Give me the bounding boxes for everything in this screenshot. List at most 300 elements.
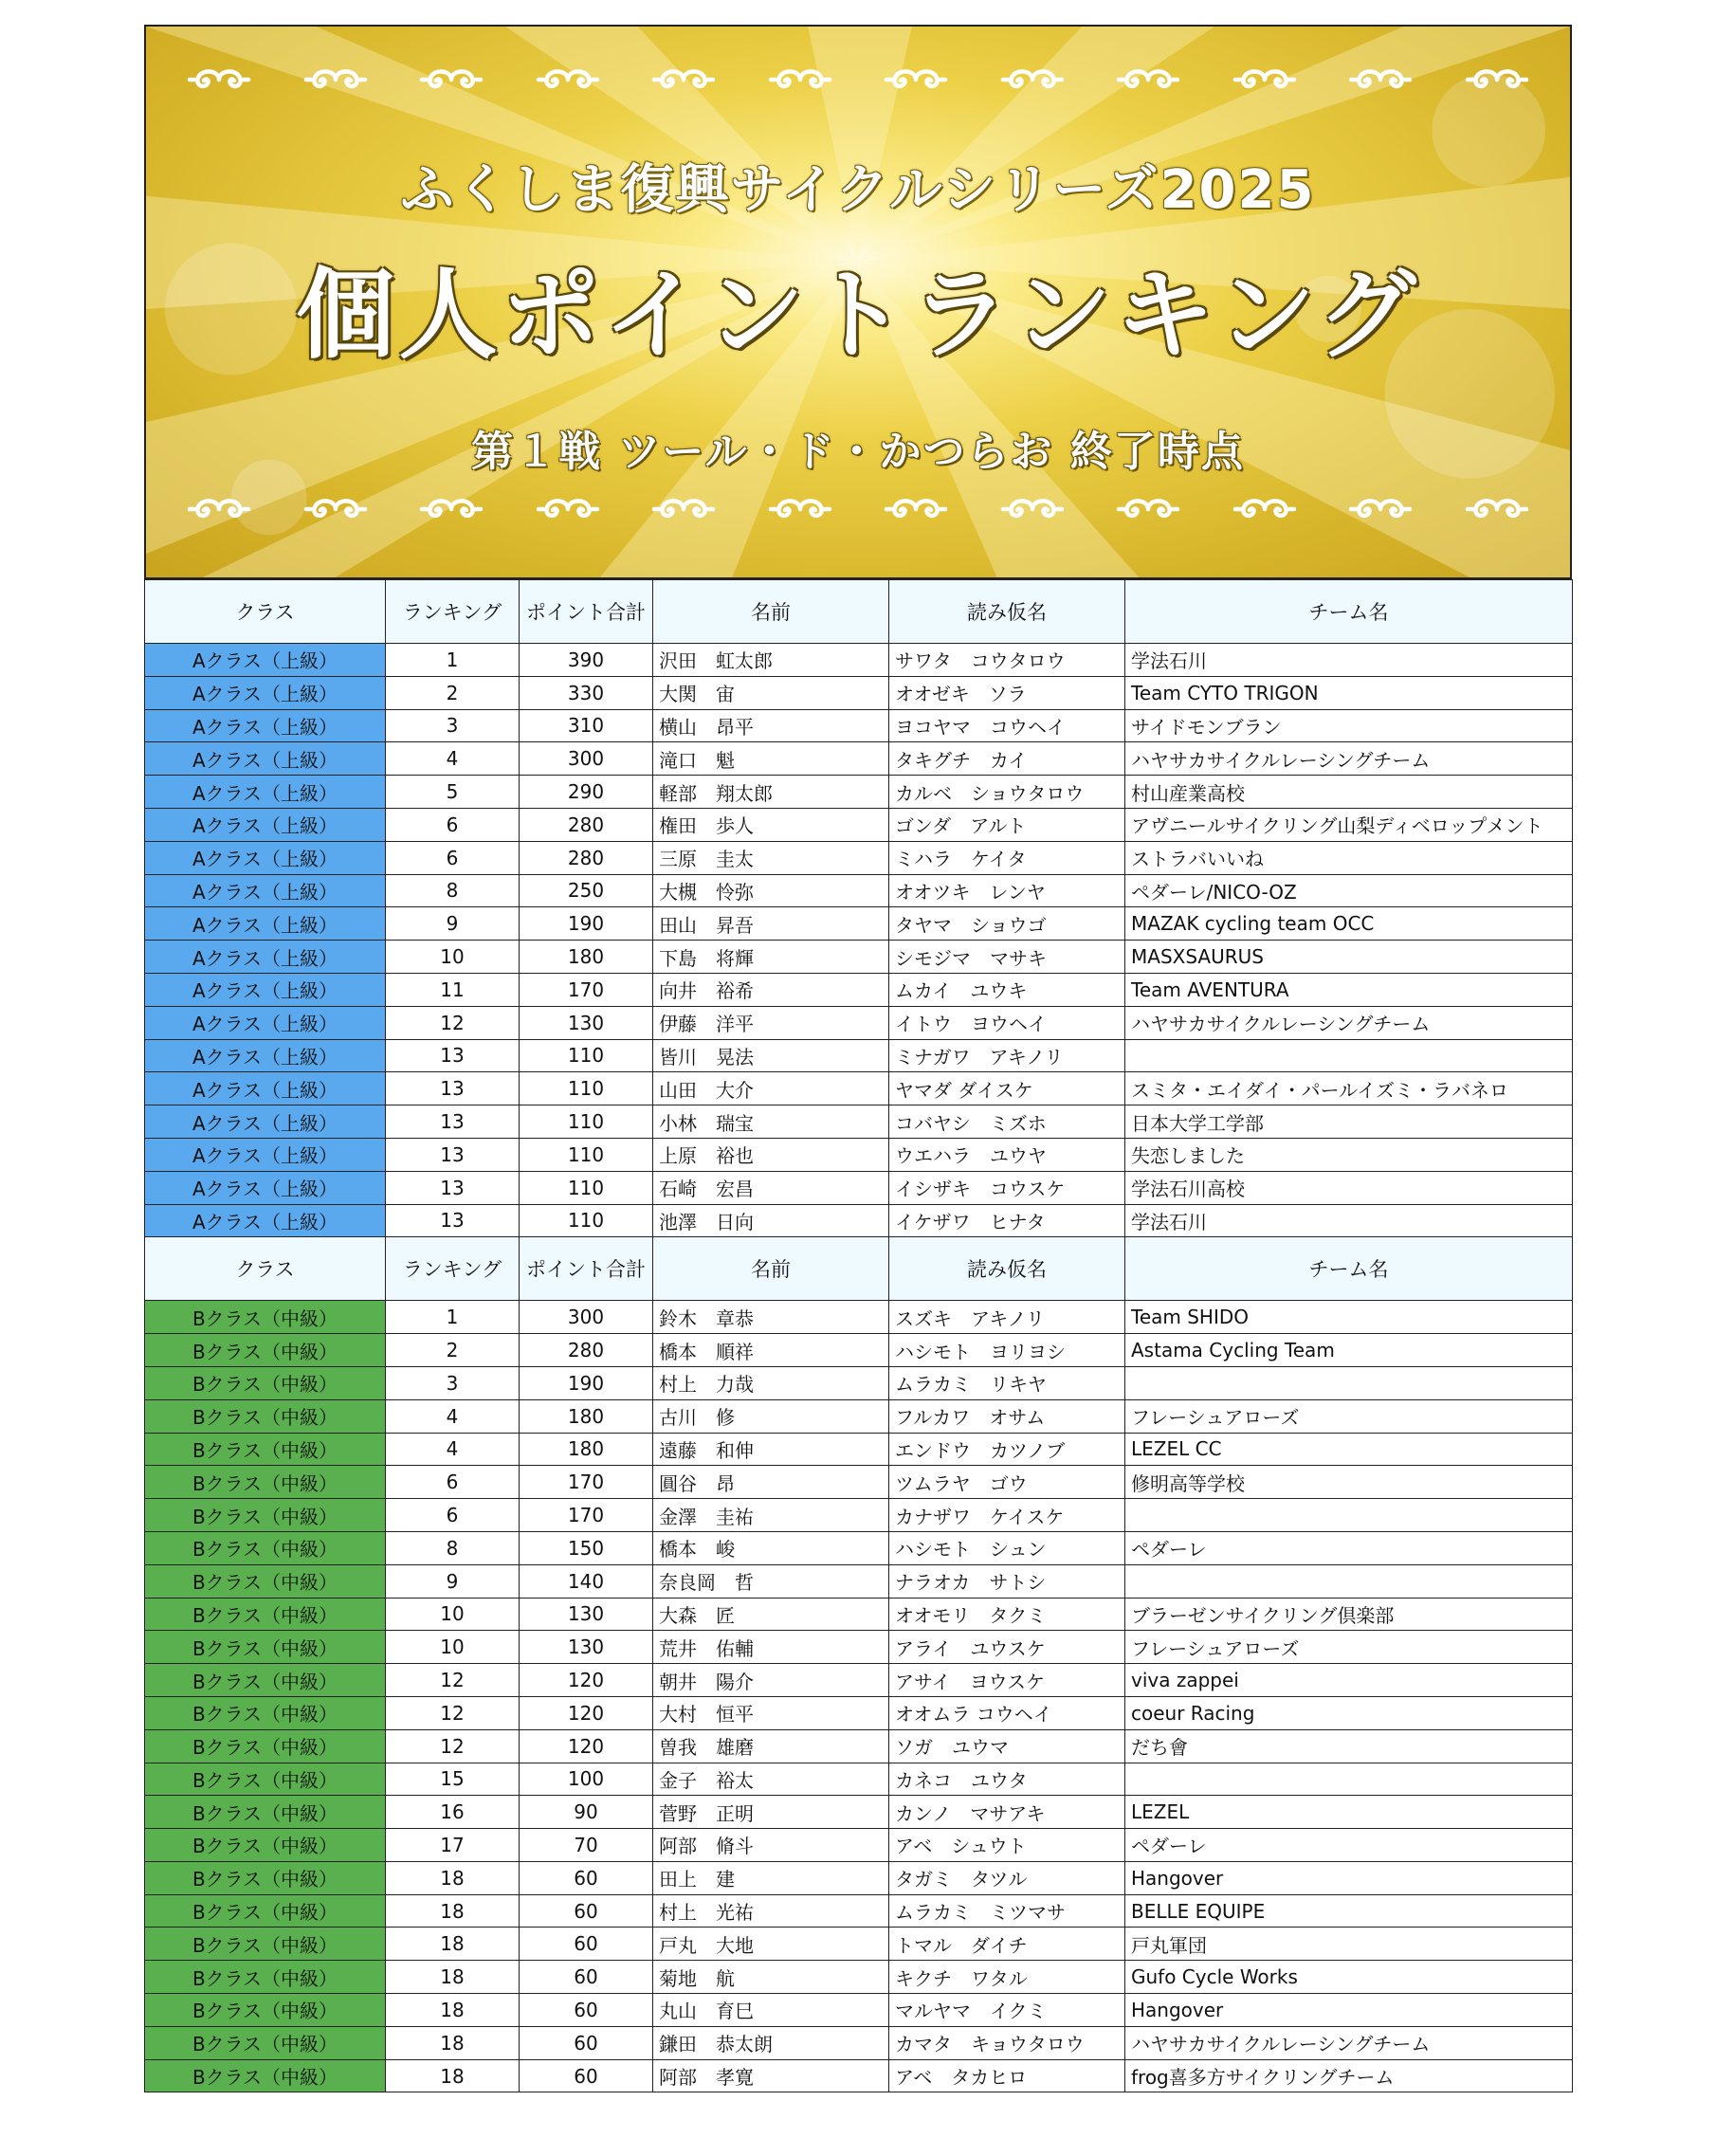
swirl-ornament-icon: [184, 57, 254, 102]
rank-cell: 9: [386, 907, 520, 941]
name-cell: 阿部 脩斗: [653, 1829, 889, 1862]
name-cell: 村上 光祐: [653, 1894, 889, 1928]
points-cell: 60: [520, 2026, 653, 2059]
swirl-ornament-icon: [416, 486, 486, 532]
team-cell: ハヤサカサイクルレーシングチーム: [1125, 742, 1573, 776]
class-cell: Bクラス（中級）: [145, 1564, 386, 1598]
reading-cell: カンノ マサアキ: [889, 1796, 1125, 1829]
name-cell: 鈴木 章恭: [653, 1301, 889, 1334]
table-row: [145, 1631, 1573, 1664]
swirl-ornament-icon: [648, 57, 719, 102]
reading-cell: ムラカミ ミツマサ: [889, 1894, 1125, 1928]
name-cell: 山田 大介: [653, 1072, 889, 1105]
name-cell: 丸山 育巳: [653, 1994, 889, 2027]
points-cell: 300: [520, 742, 653, 776]
reading-cell: アベ タカヒロ: [889, 2059, 1125, 2092]
name-cell: 荒井 佑輔: [653, 1631, 889, 1664]
rank-cell: 18: [386, 2026, 520, 2059]
rank-cell: 18: [386, 1861, 520, 1894]
name-cell: 菊地 航: [653, 1961, 889, 1994]
reading-cell: スズキ アキノリ: [889, 1301, 1125, 1334]
points-cell: 70: [520, 1829, 653, 1862]
reading-cell: オオゼキ ソラ: [889, 676, 1125, 709]
table-row: [145, 1039, 1573, 1072]
table-row: [145, 1564, 1573, 1598]
swirl-ornament-icon: [1462, 57, 1532, 102]
reading-cell: ツムラヤ ゴウ: [889, 1466, 1125, 1499]
rank-cell: 3: [386, 709, 520, 742]
table-row: [145, 973, 1573, 1006]
class-cell: Bクラス（中級）: [145, 1829, 386, 1862]
team-cell: [1125, 1499, 1573, 1532]
class-cell: Bクラス（中級）: [145, 2059, 386, 2092]
rank-cell: 13: [386, 1105, 520, 1139]
team-cell: Hangover: [1125, 1861, 1573, 1894]
name-cell: 橋本 峻: [653, 1531, 889, 1564]
rank-cell: 12: [386, 1664, 520, 1697]
rank-cell: 6: [386, 1499, 520, 1532]
rank-cell: 4: [386, 742, 520, 776]
reading-cell: オオモリ タクミ: [889, 1598, 1125, 1631]
points-cell: 60: [520, 1894, 653, 1928]
reading-cell: シモジマ マサキ: [889, 941, 1125, 974]
class-cell: Bクラス（中級）: [145, 1994, 386, 2027]
rank-cell: 10: [386, 941, 520, 974]
table-row: [145, 1994, 1573, 2027]
table-row: [145, 1861, 1573, 1894]
name-cell: 池澤 日向: [653, 1204, 889, 1237]
table-row: [145, 1829, 1573, 1862]
rank-cell: 11: [386, 973, 520, 1006]
table-row: [145, 1664, 1573, 1697]
team-cell: 日本大学工学部: [1125, 1105, 1573, 1139]
reading-cell: ソガ ユウマ: [889, 1729, 1125, 1763]
points-cell: 280: [520, 808, 653, 841]
team-cell: frog喜多方サイクリングチーム: [1125, 2059, 1573, 2092]
rank-cell: 8: [386, 1531, 520, 1564]
class-cell: Bクラス（中級）: [145, 1928, 386, 1961]
class-cell: Bクラス（中級）: [145, 1729, 386, 1763]
reading-cell: イトウ ヨウヘイ: [889, 1006, 1125, 1039]
table-row: [145, 1796, 1573, 1829]
points-cell: 110: [520, 1138, 653, 1171]
reading-cell: タヤマ ショウゴ: [889, 907, 1125, 941]
reading-cell: フルカワ オサム: [889, 1399, 1125, 1433]
table-row: [145, 1928, 1573, 1961]
points-cell: 250: [520, 874, 653, 907]
swirl-ornament-icon: [1462, 486, 1532, 532]
points-cell: 130: [520, 1598, 653, 1631]
name-cell: 権田 歩人: [653, 808, 889, 841]
reading-cell: ハシモト ヨリヨシ: [889, 1334, 1125, 1367]
rank-cell: 13: [386, 1204, 520, 1237]
table-row: [145, 1894, 1573, 1928]
column-header: ポイント合計: [520, 580, 653, 644]
name-cell: 大関 宙: [653, 676, 889, 709]
reading-cell: カルベ ショウタロウ: [889, 776, 1125, 809]
team-cell: アヴニールサイクリング山梨ディベロップメント: [1125, 808, 1573, 841]
table-row: [145, 1466, 1573, 1499]
name-cell: 阿部 孝寛: [653, 2059, 889, 2092]
team-cell: フレーシュアローズ: [1125, 1399, 1573, 1433]
table-row: [145, 874, 1573, 907]
points-cell: 180: [520, 1433, 653, 1466]
team-cell: BELLE EQUIPE: [1125, 1894, 1573, 1928]
status-caption: 第１戦 ツール・ド・かつらお 終了時点: [471, 428, 1245, 476]
table-row: [145, 742, 1573, 776]
class-cell: Bクラス（中級）: [145, 1466, 386, 1499]
class-cell: Bクラス（中級）: [145, 1763, 386, 1796]
team-cell: [1125, 1366, 1573, 1399]
points-cell: 110: [520, 1039, 653, 1072]
ornament-row-bottom: [184, 486, 1532, 532]
team-cell: 学法石川: [1125, 1204, 1573, 1237]
swirl-ornament-icon: [184, 486, 254, 532]
rank-cell: 6: [386, 841, 520, 874]
class-cell: Bクラス（中級）: [145, 1664, 386, 1697]
class-cell: Aクラス（上級）: [145, 1204, 386, 1237]
reading-cell: ムカイ ユウキ: [889, 973, 1125, 1006]
points-cell: 60: [520, 1861, 653, 1894]
table-row: [145, 644, 1573, 677]
class-cell: Aクラス（上級）: [145, 907, 386, 941]
name-cell: 伊藤 洋平: [653, 1006, 889, 1039]
column-header: ランキング: [386, 1237, 520, 1301]
rank-cell: 17: [386, 1829, 520, 1862]
reading-cell: タガミ タツル: [889, 1861, 1125, 1894]
reading-cell: ムラカミ リキヤ: [889, 1366, 1125, 1399]
page-title: 個人ポイントランキング: [296, 257, 1420, 373]
class-cell: Bクラス（中級）: [145, 1861, 386, 1894]
reading-cell: ハシモト シュン: [889, 1531, 1125, 1564]
class-cell: Bクラス（中級）: [145, 1499, 386, 1532]
swirl-ornament-icon: [1345, 57, 1415, 102]
column-header: 名前: [653, 1237, 889, 1301]
rank-cell: 13: [386, 1072, 520, 1105]
swirl-ornament-icon: [533, 57, 603, 102]
swirl-ornament-icon: [1345, 486, 1415, 532]
team-cell: LEZEL: [1125, 1796, 1573, 1829]
team-cell: ハヤサカサイクルレーシングチーム: [1125, 2026, 1573, 2059]
table-row: [145, 1696, 1573, 1729]
name-cell: 古川 修: [653, 1399, 889, 1433]
rank-cell: 10: [386, 1631, 520, 1664]
table-row: [145, 1072, 1573, 1105]
points-cell: 90: [520, 1796, 653, 1829]
table-row: [145, 1763, 1573, 1796]
class-cell: Aクラス（上級）: [145, 1039, 386, 1072]
class-cell: Bクラス（中級）: [145, 1334, 386, 1367]
rank-cell: 5: [386, 776, 520, 809]
table-row: [145, 841, 1573, 874]
team-cell: ストラバいいね: [1125, 841, 1573, 874]
team-cell: Gufo Cycle Works: [1125, 1961, 1573, 1994]
points-cell: 170: [520, 1466, 653, 1499]
class-cell: Aクラス（上級）: [145, 841, 386, 874]
points-cell: 60: [520, 1961, 653, 1994]
team-cell: viva zappei: [1125, 1664, 1573, 1697]
swirl-ornament-icon: [997, 486, 1068, 532]
rank-cell: 18: [386, 1961, 520, 1994]
rank-cell: 2: [386, 676, 520, 709]
points-cell: 120: [520, 1664, 653, 1697]
name-cell: 下島 将輝: [653, 941, 889, 974]
class-cell: Aクラス（上級）: [145, 709, 386, 742]
rank-cell: 18: [386, 1994, 520, 2027]
team-cell: Team AVENTURA: [1125, 973, 1573, 1006]
team-cell: coeur Racing: [1125, 1696, 1573, 1729]
points-cell: 60: [520, 1994, 653, 2027]
reading-cell: オオムラ コウヘイ: [889, 1696, 1125, 1729]
points-cell: 110: [520, 1171, 653, 1204]
rank-cell: 3: [386, 1366, 520, 1399]
reading-cell: エンドウ カツノブ: [889, 1433, 1125, 1466]
points-cell: 60: [520, 1928, 653, 1961]
points-cell: 390: [520, 644, 653, 677]
swirl-ornament-icon: [997, 57, 1068, 102]
name-cell: 沢田 虹太郎: [653, 644, 889, 677]
class-cell: Aクラス（上級）: [145, 1006, 386, 1039]
team-cell: 村山産業高校: [1125, 776, 1573, 809]
name-cell: 向井 裕希: [653, 973, 889, 1006]
swirl-ornament-icon: [1230, 57, 1300, 102]
team-cell: スミタ・エイダイ・パールイズミ・ラバネロ: [1125, 1072, 1573, 1105]
table-row: [145, 1729, 1573, 1763]
swirl-ornament-icon: [881, 57, 951, 102]
name-cell: 皆川 晃法: [653, 1039, 889, 1072]
name-cell: 金澤 圭祐: [653, 1499, 889, 1532]
swirl-ornament-icon: [416, 57, 486, 102]
table-row: [145, 1171, 1573, 1204]
table-header-row: [145, 1237, 1573, 1301]
reading-cell: オオツキ レンヤ: [889, 874, 1125, 907]
name-cell: 大森 匠: [653, 1598, 889, 1631]
reading-cell: コバヤシ ミズホ: [889, 1105, 1125, 1139]
class-cell: Bクラス（中級）: [145, 1598, 386, 1631]
rank-cell: 1: [386, 1301, 520, 1334]
name-cell: 朝井 陽介: [653, 1664, 889, 1697]
class-cell: Aクラス（上級）: [145, 808, 386, 841]
team-cell: だち會: [1125, 1729, 1573, 1763]
swirl-ornament-icon: [765, 486, 835, 532]
team-cell: 失恋しました: [1125, 1138, 1573, 1171]
team-cell: Astama Cycling Team: [1125, 1334, 1573, 1367]
points-cell: 60: [520, 2059, 653, 2092]
column-header: ランキング: [386, 580, 520, 644]
team-cell: MAZAK cycling team OCC: [1125, 907, 1573, 941]
reading-cell: サワタ コウタロウ: [889, 644, 1125, 677]
ornament-row-top: [184, 57, 1532, 102]
reading-cell: マルヤマ イクミ: [889, 1994, 1125, 2027]
rank-cell: 13: [386, 1039, 520, 1072]
swirl-ornament-icon: [301, 57, 371, 102]
column-header: 読み仮名: [889, 1237, 1125, 1301]
reading-cell: イシザキ コウスケ: [889, 1171, 1125, 1204]
table-row: [145, 1366, 1573, 1399]
table-row: [145, 1961, 1573, 1994]
rank-cell: 18: [386, 2059, 520, 2092]
column-header: クラス: [145, 580, 386, 644]
table-row: [145, 1433, 1573, 1466]
rank-cell: 8: [386, 874, 520, 907]
table-row: [145, 1105, 1573, 1139]
points-cell: 170: [520, 1499, 653, 1532]
name-cell: 橋本 順祥: [653, 1334, 889, 1367]
series-title: ふくしま復興サイクルシリーズ2025: [400, 159, 1316, 221]
points-cell: 310: [520, 709, 653, 742]
table-row: [145, 1301, 1573, 1334]
team-cell: [1125, 1564, 1573, 1598]
ranking-table: [144, 579, 1573, 2092]
points-cell: 130: [520, 1631, 653, 1664]
class-cell: Aクラス（上級）: [145, 874, 386, 907]
table-row: [145, 1006, 1573, 1039]
table-row: [145, 1334, 1573, 1367]
class-cell: Bクラス（中級）: [145, 1796, 386, 1829]
rank-cell: 13: [386, 1171, 520, 1204]
team-cell: ペダーレ/NICO-OZ: [1125, 874, 1573, 907]
table-row: [145, 2059, 1573, 2092]
reading-cell: タキグチ カイ: [889, 742, 1125, 776]
table-row: [145, 676, 1573, 709]
header-banner: [144, 25, 1572, 579]
class-cell: Aクラス（上級）: [145, 1105, 386, 1139]
class-cell: Aクラス（上級）: [145, 776, 386, 809]
table-row: [145, 2026, 1573, 2059]
rank-cell: 6: [386, 808, 520, 841]
class-cell: Aクラス（上級）: [145, 1072, 386, 1105]
rank-cell: 4: [386, 1433, 520, 1466]
reading-cell: キクチ ワタル: [889, 1961, 1125, 1994]
name-cell: 遠藤 和伸: [653, 1433, 889, 1466]
points-cell: 190: [520, 1366, 653, 1399]
team-cell: Hangover: [1125, 1994, 1573, 2027]
rank-cell: 1: [386, 644, 520, 677]
column-header: チーム名: [1125, 1237, 1573, 1301]
class-cell: Bクラス（中級）: [145, 1696, 386, 1729]
name-cell: 石崎 宏昌: [653, 1171, 889, 1204]
class-cell: Bクラス（中級）: [145, 1366, 386, 1399]
points-cell: 280: [520, 1334, 653, 1367]
swirl-ornament-icon: [1113, 486, 1183, 532]
team-cell: 学法石川高校: [1125, 1171, 1573, 1204]
table-row: [145, 709, 1573, 742]
name-cell: 軽部 翔太郎: [653, 776, 889, 809]
name-cell: 滝口 魁: [653, 742, 889, 776]
column-header: クラス: [145, 1237, 386, 1301]
column-header: ポイント合計: [520, 1237, 653, 1301]
reading-cell: ナラオカ サトシ: [889, 1564, 1125, 1598]
reading-cell: ヤマダ ダイスケ: [889, 1072, 1125, 1105]
table-row: [145, 907, 1573, 941]
name-cell: 奈良岡 哲: [653, 1564, 889, 1598]
class-cell: Aクラス（上級）: [145, 941, 386, 974]
name-cell: 鎌田 恭太朗: [653, 2026, 889, 2059]
name-cell: 横山 昂平: [653, 709, 889, 742]
points-cell: 110: [520, 1072, 653, 1105]
name-cell: 上原 裕也: [653, 1138, 889, 1171]
rank-cell: 12: [386, 1696, 520, 1729]
name-cell: 大槻 怜弥: [653, 874, 889, 907]
swirl-ornament-icon: [301, 486, 371, 532]
name-cell: 金子 裕太: [653, 1763, 889, 1796]
name-cell: 圓谷 昂: [653, 1466, 889, 1499]
team-cell: 修明高等学校: [1125, 1466, 1573, 1499]
points-cell: 170: [520, 973, 653, 1006]
team-cell: Team CYTO TRIGON: [1125, 676, 1573, 709]
reading-cell: ミハラ ケイタ: [889, 841, 1125, 874]
rank-cell: 6: [386, 1466, 520, 1499]
points-cell: 120: [520, 1696, 653, 1729]
class-cell: Bクラス（中級）: [145, 1301, 386, 1334]
table-header-row: [145, 580, 1573, 644]
column-header: 読み仮名: [889, 580, 1125, 644]
class-cell: Bクラス（中級）: [145, 1433, 386, 1466]
reading-cell: アライ ユウスケ: [889, 1631, 1125, 1664]
rank-cell: 15: [386, 1763, 520, 1796]
rank-cell: 2: [386, 1334, 520, 1367]
reading-cell: ヨコヤマ コウヘイ: [889, 709, 1125, 742]
team-cell: ハヤサカサイクルレーシングチーム: [1125, 1006, 1573, 1039]
rank-cell: 13: [386, 1138, 520, 1171]
points-cell: 180: [520, 941, 653, 974]
rank-cell: 4: [386, 1399, 520, 1433]
class-cell: Bクラス（中級）: [145, 1961, 386, 1994]
team-cell: フレーシュアローズ: [1125, 1631, 1573, 1664]
rank-cell: 18: [386, 1894, 520, 1928]
class-cell: Aクラス（上級）: [145, 644, 386, 677]
points-cell: 290: [520, 776, 653, 809]
ranking-table-body: [145, 580, 1573, 2092]
points-cell: 300: [520, 1301, 653, 1334]
points-cell: 120: [520, 1729, 653, 1763]
team-cell: MASXSAURUS: [1125, 941, 1573, 974]
points-cell: 190: [520, 907, 653, 941]
name-cell: 曽我 雄磨: [653, 1729, 889, 1763]
swirl-ornament-icon: [533, 486, 603, 532]
points-cell: 100: [520, 1763, 653, 1796]
table-row: [145, 941, 1573, 974]
class-cell: Aクラス（上級）: [145, 676, 386, 709]
reading-cell: カナザワ ケイスケ: [889, 1499, 1125, 1532]
team-cell: [1125, 1039, 1573, 1072]
class-cell: Bクラス（中級）: [145, 1894, 386, 1928]
class-cell: Bクラス（中級）: [145, 1631, 386, 1664]
team-cell: [1125, 1763, 1573, 1796]
points-cell: 180: [520, 1399, 653, 1433]
rank-cell: 16: [386, 1796, 520, 1829]
table-row: [145, 776, 1573, 809]
column-header: 名前: [653, 580, 889, 644]
table-row: [145, 1598, 1573, 1631]
team-cell: ペダーレ: [1125, 1829, 1573, 1862]
points-cell: 130: [520, 1006, 653, 1039]
name-cell: 菅野 正明: [653, 1796, 889, 1829]
table-row: [145, 1204, 1573, 1237]
name-cell: 三原 圭太: [653, 841, 889, 874]
swirl-ornament-icon: [1230, 486, 1300, 532]
rank-cell: 18: [386, 1928, 520, 1961]
team-cell: 戸丸軍団: [1125, 1928, 1573, 1961]
points-cell: 110: [520, 1105, 653, 1139]
class-cell: Bクラス（中級）: [145, 2026, 386, 2059]
name-cell: 大村 恒平: [653, 1696, 889, 1729]
column-header: チーム名: [1125, 580, 1573, 644]
points-cell: 330: [520, 676, 653, 709]
class-cell: Aクラス（上級）: [145, 973, 386, 1006]
team-cell: ペダーレ: [1125, 1531, 1573, 1564]
team-cell: LEZEL CC: [1125, 1433, 1573, 1466]
